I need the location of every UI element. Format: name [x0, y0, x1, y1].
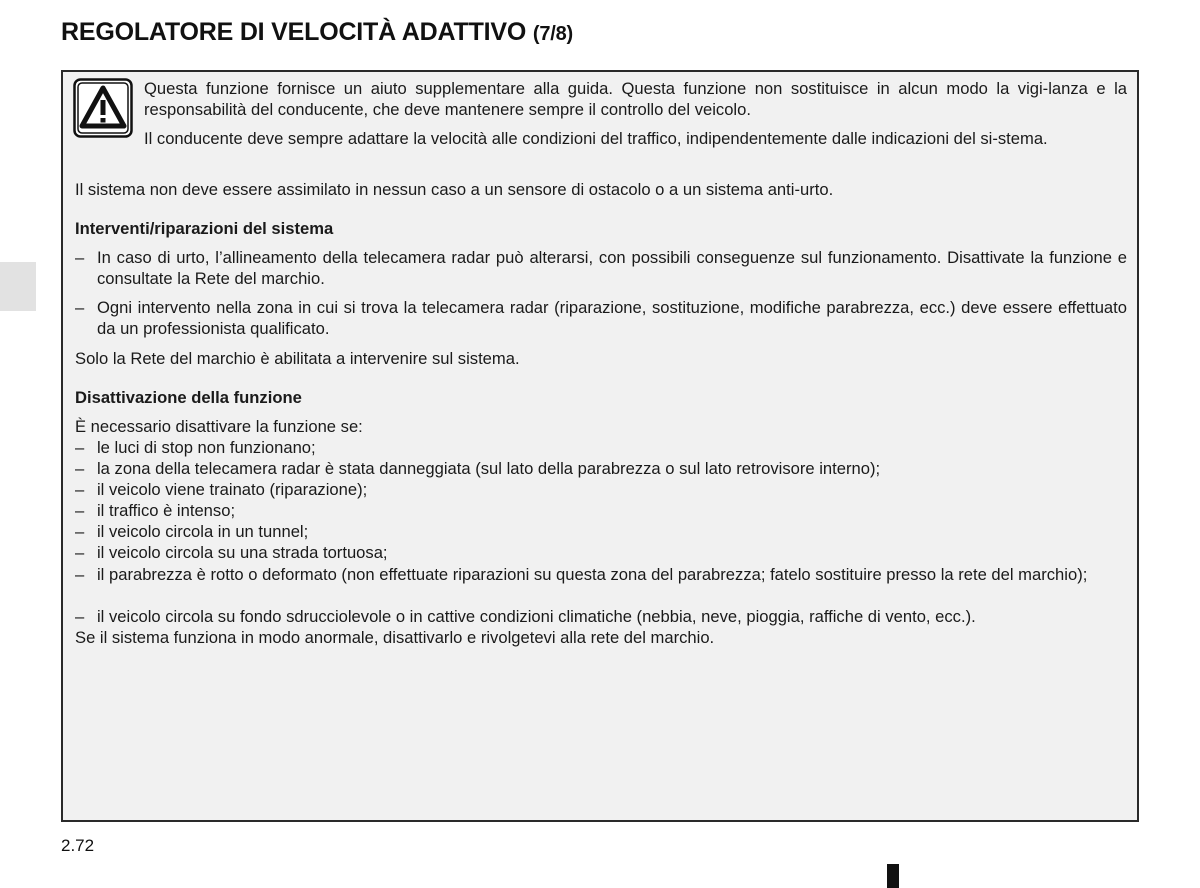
- bullet-dash: –: [75, 607, 85, 626]
- list-item-text: il veicolo circola su fondo sdrucciolevole o in cattive condizioni climatiche (nebbia, neve, pioggia, raffiche di vento, ecc.).: [97, 607, 976, 626]
- list-item-text: il parabrezza è rotto o deformato (non effettuate riparazioni su questa zona del parabrezza; fatelo sostituire presso la rete del marchio);: [97, 565, 1088, 584]
- list-item: [75, 606, 1127, 627]
- warning-intro-1: Questa funzione fornisce un aiuto supplementare alla guida. Questa funzione non sostituisce in alcun modo la vigi-lanza e la responsabilità del conducente, che deve mantenere sempre il controllo del veicolo.: [144, 79, 1127, 119]
- list-item-text: il traffico è intenso;: [97, 501, 236, 520]
- warning-box: [61, 70, 1139, 822]
- repairs-footer: Solo la Rete del marchio è abilitata a intervenire sul sistema.: [75, 349, 520, 368]
- repairs-heading: Interventi/riparazioni del sistema: [75, 219, 334, 238]
- bullet-dash: –: [75, 565, 85, 584]
- list-item: [75, 479, 1127, 500]
- list-item: [75, 247, 1127, 289]
- warning-triangle-icon: [73, 78, 133, 138]
- list-item: [75, 542, 1127, 563]
- list-item-text: il veicolo viene trainato (riparazione);: [97, 480, 368, 499]
- title-part: (7/8): [532, 23, 573, 45]
- deactivation-footer: Se il sistema funziona in modo anormale, disattivarlo e rivolgetevi alla rete del marchio.: [75, 628, 715, 647]
- bullet-dash: –: [75, 298, 85, 317]
- bullet-dash: –: [75, 501, 85, 520]
- list-item-text: il veicolo circola su una strada tortuosa;: [97, 543, 388, 562]
- bullet-dash: –: [75, 459, 85, 478]
- list-item: [75, 437, 1127, 458]
- list-item: [75, 564, 1127, 585]
- title-text: REGOLATORE DI VELOCITÀ ADATTIVO: [61, 18, 527, 46]
- warning-note: Il sistema non deve essere assimilato in nessun caso a un sensore di ostacolo o a un sistema anti-urto.: [75, 180, 834, 199]
- list-item-text: In caso di urto, l’allineamento della telecamera radar può alterarsi, con possibili conseguenze sul funzionamento. Disattivate la funzione e consultate la Rete del marchio.: [97, 248, 1127, 288]
- bullet-dash: –: [75, 543, 85, 562]
- list-item-text: il veicolo circola in un tunnel;: [97, 522, 309, 541]
- deactivation-intro: È necessario disattivare la funzione se:: [75, 417, 363, 436]
- bullet-dash: –: [75, 522, 85, 541]
- list-item-text: la zona della telecamera radar è stata danneggiata (sul lato della parabrezza o sul lato retrovisore interno);: [97, 459, 881, 478]
- list-item-text: Ogni intervento nella zona in cui si trova la telecamera radar (riparazione, sostituzione, modifiche parabrezza, ecc.) deve essere effettuato da un professionista qualificato.: [97, 298, 1127, 338]
- list-item: [75, 297, 1127, 339]
- bullet-dash: –: [75, 480, 85, 499]
- page-title: [61, 18, 573, 47]
- list-item: [75, 458, 1127, 479]
- page-number: 2.72: [61, 836, 95, 855]
- list-item: [75, 521, 1127, 542]
- list-item-text: le luci di stop non funzionano;: [97, 438, 316, 457]
- warning-intro-2: Il conducente deve sempre adattare la velocità alle condizioni del traffico, indipendentemente dalle indicazioni del si-stema.: [144, 129, 1048, 148]
- list-item: [75, 500, 1127, 521]
- crop-mark: [887, 864, 899, 888]
- bullet-dash: –: [75, 438, 85, 457]
- bullet-dash: –: [75, 248, 85, 267]
- section-tab-marker: [0, 262, 36, 311]
- deactivation-heading: Disattivazione della funzione: [75, 388, 302, 407]
